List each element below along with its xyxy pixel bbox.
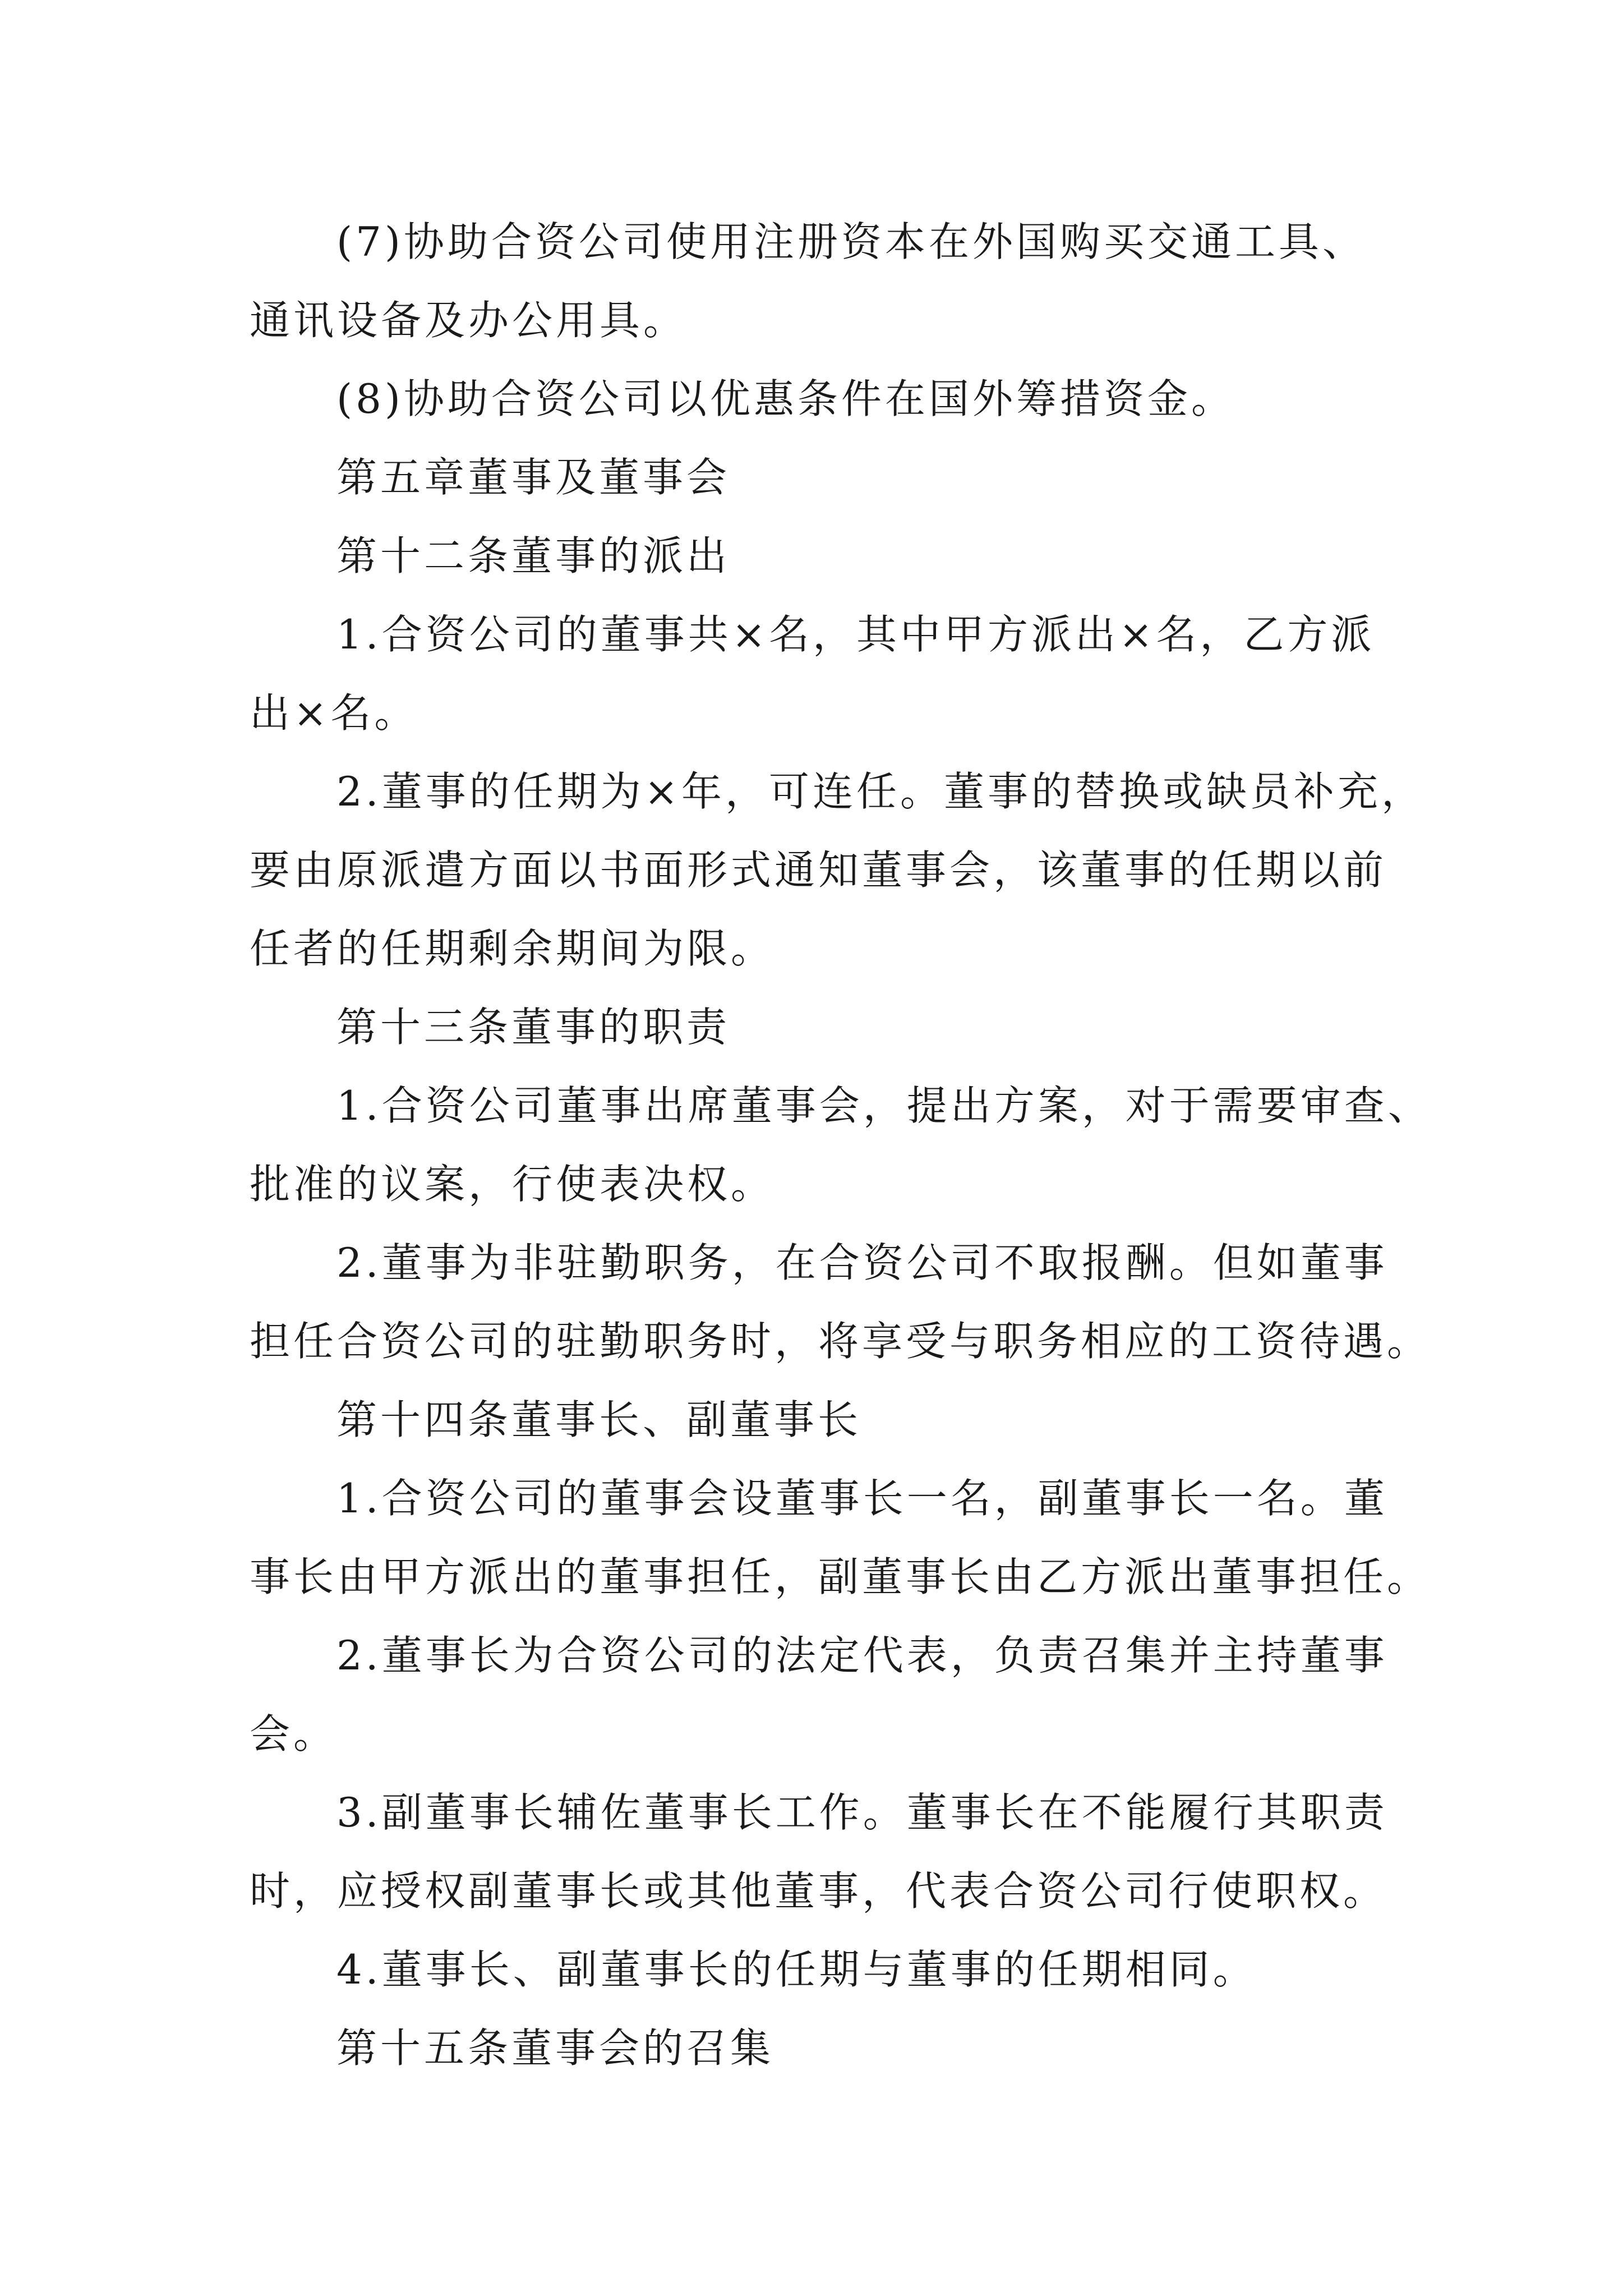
text-line: 1.合资公司的董事共×名，其中甲方派出×名，乙方派 [336,611,1375,658]
text-line: (7)协助合资公司使用注册资本在外国购买交通工具、 [336,218,1366,265]
text-line: 要由原派遣方面以书面形式通知董事会，该董事的任期以前 [250,846,1387,894]
text-line: 时，应授权副董事长或其他董事，代表合资公司行使职权。 [250,1867,1387,1915]
text-line: 3.副董事长辅佐董事长工作。董事长在不能履行其职责 [336,1789,1388,1836]
text-line: 2.董事的任期为×年，可连任。董事的替换或缺员补充， [336,768,1426,815]
text-line: 任者的任期剩余期间为限。 [250,925,775,972]
text-line: 1.合资公司的董事会设董事长一名，副董事长一名。董 [336,1475,1388,1522]
text-line: 1.合资公司董事出席董事会，提出方案，对于需要审查、 [336,1082,1432,1129]
text-line: 2.董事长为合资公司的法定代表，负责召集并主持董事 [336,1632,1388,1679]
text-line: 4.董事长、副董事长的任期与董事的任期相同。 [336,1946,1257,1993]
article-heading: 第十二条董事的派出 [336,532,731,579]
article-heading: 第十四条董事长、副董事长 [336,1396,862,1443]
article-heading: 第十五条董事会的召集 [336,2024,774,2072]
text-line: 会。 [250,1710,338,1757]
text-line: 通讯设备及办公用具。 [250,297,688,344]
text-line: 批准的议案，行使表决权。 [250,1161,775,1208]
text-line: (8)协助合资公司以优惠条件在国外筹措资金。 [336,375,1235,422]
text-line: 2.董事为非驻勤职务，在合资公司不取报酬。但如董事 [336,1239,1388,1286]
text-line: 事长由甲方派出的董事担任，副董事长由乙方派出董事担任。 [250,1553,1431,1600]
chapter-heading: 第五章董事及董事会 [336,454,731,501]
article-heading: 第十三条董事的职责 [336,1004,731,1051]
text-line: 担任合资公司的驻勤职务时，将享受与职务相应的工资待遇。 [250,1318,1431,1365]
text-line: 出×名。 [250,689,418,737]
